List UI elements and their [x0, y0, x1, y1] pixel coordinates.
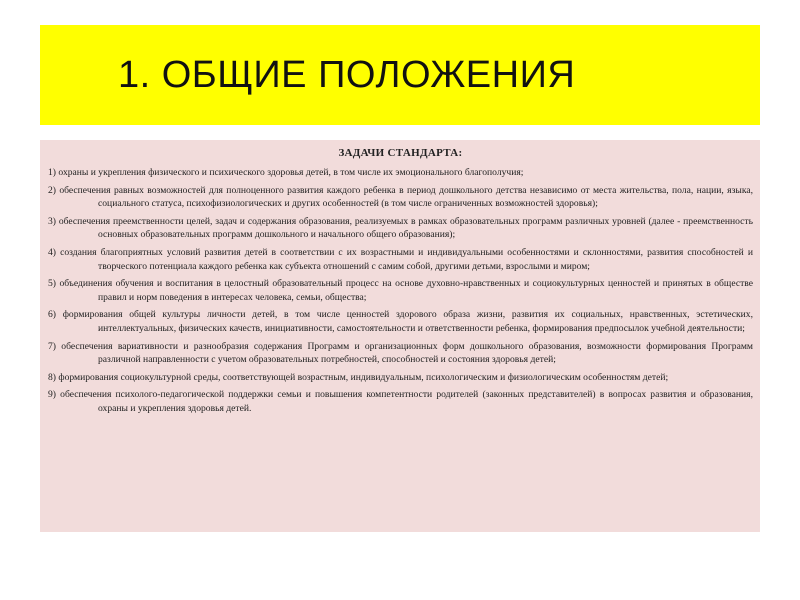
- content-box: [40, 140, 760, 532]
- list-item: 5) объединения обучения и воспитания в целостный образовательный процесс на основе духовно-нравственных и социокультурных ценностей и принятых в обществе правил и норм поведения в интересах человека, семьи, общества;: [48, 278, 753, 303]
- list-item: 3) обеспечения преемственности целей, задач и содержания образования, реализуемых в рамках образовательных программ различных уровней (далее - преемственность основных образовательных программ дошкольного и начального общего образования);: [48, 215, 753, 241]
- section-heading: ЗАДАЧИ СТАНДАРТА:: [338, 147, 463, 159]
- list-item: 1) охраны и укрепления физического и психического здоровья детей, в том числе их эмоционального благополучия;: [48, 167, 524, 178]
- slide-title: 1. ОБЩИЕ ПОЛОЖЕНИЯ: [118, 53, 576, 96]
- list-item: 7) обеспечения вариативности и разнообразия содержания Программ и организационных форм дошкольного образования, возможности формирования Программ различной направленности с учетом образовательных потребностей, способностей и состояния здоровья детей;: [48, 340, 753, 366]
- list-item: 2) обеспечения равных возможностей для полноценного развития каждого ребенка в период дошкольного детства независимо от места жительства, пола, нации, языка, социального статуса, психофизиологических и других особенностей (в том числе ограниченных возможностей здоровья);: [48, 184, 753, 210]
- list-item: 4) создания благоприятных условий развития детей в соответствии с их возрастными и индивидуальными особенностями и склонностями, развития способностей и творческого потенциала каждого ребенка как субъекта отношений с самим собой, другими детьми, взрослыми и миром;: [48, 246, 753, 272]
- list-item: 9) обеспечения психолого-педагогической поддержки семьи и повышения компетентности родителей (законных представителей) в вопросах развития и образования, охраны и укрепления здоровья детей.: [48, 389, 753, 414]
- list-item: 6) формирования общей культуры личности детей, в том числе ценностей здорового образа жизни, развития их социальных, нравственных, эстетических, интеллектуальных, физических качеств, инициативности, самостоятельности и ответственности ребенка, формирования предпосылок учебной деятельности;: [48, 309, 753, 334]
- list-item: 8) формирования социокультурной среды, соответствующей возрастным, индивидуальным, психологическим и физиологическим особенностям детей;: [48, 371, 669, 383]
- title-band: [40, 25, 760, 125]
